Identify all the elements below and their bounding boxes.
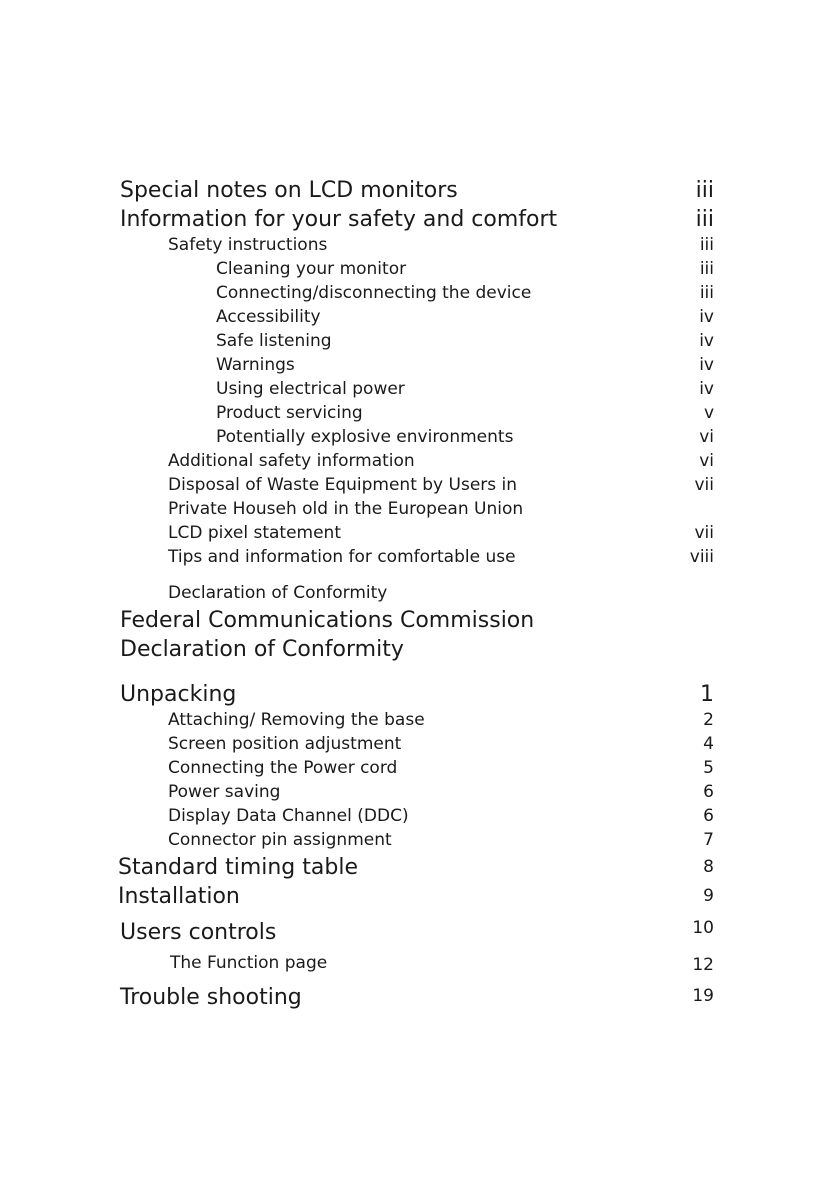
toc-title: Unpacking [120, 682, 237, 707]
toc-entry[interactable] [0, 782, 840, 808]
toc-title: Standard timing table [118, 855, 358, 880]
toc-title: Connector pin assignment [168, 830, 392, 850]
toc-entry[interactable] [0, 637, 840, 663]
toc-entry[interactable] [0, 379, 840, 405]
toc-page-number: 19 [692, 986, 714, 1006]
toc-entry[interactable] [0, 259, 840, 285]
toc-entry[interactable] [0, 734, 840, 760]
toc-page-number: 7 [703, 830, 714, 850]
toc-page-number: 8 [703, 857, 714, 877]
toc-entry[interactable] [0, 523, 840, 549]
toc-page-number: vii [694, 475, 714, 495]
toc-page-number: iv [699, 379, 714, 399]
toc-entry[interactable] [0, 451, 840, 477]
toc-title: Tips and information for comfortable use [168, 547, 516, 567]
toc-title: Special notes on LCD monitors [120, 178, 458, 203]
toc-title: Safe listening [216, 331, 332, 351]
toc-entry[interactable] [0, 235, 840, 261]
toc-page-number: iii [695, 178, 714, 203]
toc-entry[interactable] [0, 920, 840, 946]
toc-page-number: vii [694, 523, 714, 543]
toc-title: Display Data Channel (DDC) [168, 806, 409, 826]
toc-title: Attaching/ Removing the base [168, 710, 425, 730]
toc-entry[interactable] [0, 806, 840, 832]
toc-page-number: 2 [703, 710, 714, 730]
toc-title: Private Househ old in the European Union [168, 499, 524, 519]
toc-page-number: 9 [703, 886, 714, 906]
toc-entry[interactable] [0, 499, 840, 525]
toc-title: Connecting the Power cord [168, 758, 398, 778]
toc-entry[interactable] [0, 475, 840, 501]
toc-page-number: 5 [703, 758, 714, 778]
toc-page-number: 10 [692, 918, 714, 938]
toc-title: Users controls [120, 920, 277, 945]
toc-page-number: iii [699, 259, 714, 279]
toc-entry[interactable] [0, 985, 840, 1011]
toc-entry[interactable] [0, 855, 840, 881]
toc-title: Declaration of Conformity [168, 583, 388, 603]
toc-entry[interactable] [0, 331, 840, 357]
toc-entry[interactable] [0, 710, 840, 736]
toc-title: Connecting/disconnecting the device [216, 283, 532, 303]
toc-title: Power saving [168, 782, 281, 802]
toc-title: Cleaning your monitor [216, 259, 407, 279]
toc-title: The Function page [170, 953, 328, 973]
toc-title: Safety instructions [168, 235, 328, 255]
toc-entry[interactable] [0, 207, 840, 233]
toc-title: Trouble shooting [120, 985, 302, 1010]
toc-title: Accessibility [216, 307, 321, 327]
toc-page-number: vi [699, 451, 714, 471]
toc-entry[interactable] [0, 758, 840, 784]
toc-page-number: v [703, 403, 714, 423]
toc-entry[interactable] [0, 427, 840, 453]
toc-entry[interactable] [0, 307, 840, 333]
toc-page-number: 1 [700, 682, 714, 707]
toc-entry[interactable] [0, 682, 840, 708]
toc-entry[interactable] [0, 547, 840, 573]
toc-title: Disposal of Waste Equipment by Users in [168, 475, 518, 495]
toc-entry[interactable] [0, 884, 840, 910]
toc-entry[interactable] [0, 403, 840, 429]
toc-title: Federal Communications Commission [120, 608, 535, 633]
toc-entry[interactable] [0, 583, 840, 609]
toc-page-number: 6 [703, 806, 714, 826]
toc-title: Declaration of Conformity [120, 637, 404, 662]
toc-page-number: iv [699, 307, 714, 327]
toc-title: Using electrical power [216, 379, 405, 399]
toc-title: Installation [118, 884, 240, 909]
toc-entry[interactable] [0, 283, 840, 309]
toc-page-number: 4 [703, 734, 714, 754]
toc-title: Potentially explosive environments [216, 427, 514, 447]
toc-entry[interactable] [0, 355, 840, 381]
toc-entry[interactable] [0, 953, 840, 979]
toc-title: Information for your safety and comfort [120, 207, 558, 232]
toc-page-number: vi [699, 427, 714, 447]
toc-page-number: 6 [703, 782, 714, 802]
toc-page-number: 12 [692, 955, 714, 975]
toc-entry[interactable] [0, 608, 840, 634]
toc-title: Screen position adjustment [168, 734, 402, 754]
toc-page-number: iii [699, 235, 714, 255]
toc-title: LCD pixel statement [168, 523, 341, 543]
toc-page-number: viii [689, 547, 714, 567]
toc-entry[interactable] [0, 178, 840, 204]
toc-entry[interactable] [0, 830, 840, 856]
toc-title: Warnings [216, 355, 295, 375]
toc-title: Additional safety information [168, 451, 415, 471]
toc-page-number: iv [699, 331, 714, 351]
toc-page-number: iii [699, 283, 714, 303]
toc-title: Product servicing [216, 403, 363, 423]
toc-page-number: iii [695, 207, 714, 232]
toc-page-number: iv [699, 355, 714, 375]
